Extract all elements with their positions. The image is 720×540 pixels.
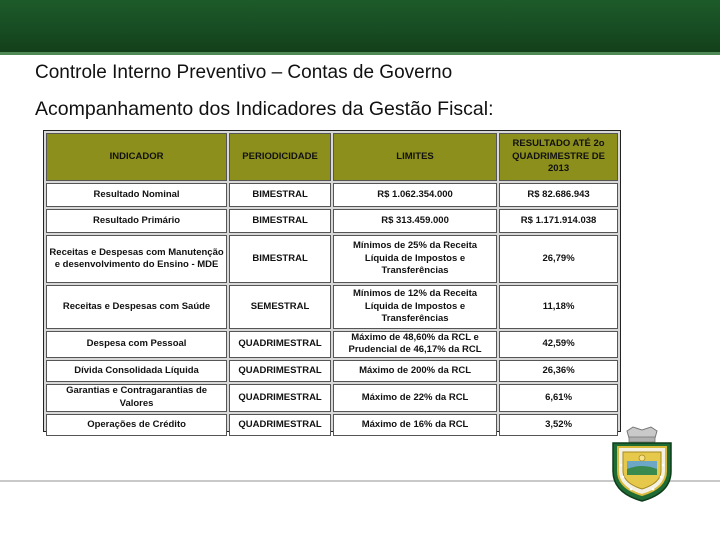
cell-indicador: Despesa com Pessoal — [46, 331, 227, 358]
cell-indicador: Resultado Primário — [46, 209, 227, 233]
cell-limites: Máximo de 48,60% da RCL e Prudencial de 46,17% da RCL — [333, 331, 497, 358]
cell-resultado: 3,52% — [499, 414, 618, 436]
cell-periodicidade: BIMESTRAL — [229, 235, 331, 283]
slide-title: Controle Interno Preventivo – Contas de Governo — [35, 62, 453, 83]
header-bar — [0, 0, 720, 52]
cell-periodicidade: QUADRIMESTRAL — [229, 331, 331, 358]
cell-limites: Mínimos de 25% da Receita Líquida de Impostos e Transferências — [333, 235, 497, 283]
header-indicador: INDICADOR — [46, 133, 227, 181]
state-coat-of-arms-icon — [607, 425, 677, 503]
cell-indicador: Receitas e Despesas com Saúde — [46, 285, 227, 329]
table-row — [46, 235, 618, 283]
cell-indicador: Receitas e Despesas com Manutenção e desenvolvimento do Ensino - MDE — [46, 235, 227, 283]
cell-resultado: 6,61% — [499, 384, 618, 412]
table-row — [46, 360, 618, 382]
table-row — [46, 331, 618, 358]
cell-periodicidade: QUADRIMESTRAL — [229, 360, 331, 382]
cell-periodicidade: BIMESTRAL — [229, 209, 331, 233]
header-resultado: RESULTADO ATÉ 2o QUADRIMESTRE DE 2013 — [499, 133, 618, 181]
table-header-row — [46, 133, 618, 181]
cell-indicador: Garantias e Contragarantias de Valores — [46, 384, 227, 412]
cell-resultado: R$ 82.686.943 — [499, 183, 618, 207]
cell-indicador: Operações de Crédito — [46, 414, 227, 436]
table-row — [46, 384, 618, 412]
indicators-table-container — [43, 130, 621, 432]
cell-periodicidade: QUADRIMESTRAL — [229, 414, 331, 436]
cell-resultado: 42,59% — [499, 331, 618, 358]
cell-resultado: 26,79% — [499, 235, 618, 283]
table-row — [46, 285, 618, 329]
cell-periodicidade: SEMESTRAL — [229, 285, 331, 329]
header-divider — [0, 52, 720, 55]
table-row — [46, 183, 618, 207]
cell-limites: R$ 313.459.000 — [333, 209, 497, 233]
cell-limites: Máximo de 22% da RCL — [333, 384, 497, 412]
header-limites: LIMITES — [333, 133, 497, 181]
cell-limites: Máximo de 16% da RCL — [333, 414, 497, 436]
cell-indicador: Dívida Consolidada Líquida — [46, 360, 227, 382]
cell-limites: R$ 1.062.354.000 — [333, 183, 497, 207]
cell-resultado: 26,36% — [499, 360, 618, 382]
cell-resultado: R$ 1.171.914.038 — [499, 209, 618, 233]
header-periodicidade: PERIODICIDADE — [229, 133, 331, 181]
cell-indicador: Resultado Nominal — [46, 183, 227, 207]
cell-periodicidade: QUADRIMESTRAL — [229, 384, 331, 412]
cell-periodicidade: BIMESTRAL — [229, 183, 331, 207]
cell-limites: Máximo de 200% da RCL — [333, 360, 497, 382]
table-row — [46, 414, 618, 436]
cell-resultado: 11,18% — [499, 285, 618, 329]
cell-limites: Mínimos de 12% da Receita Líquida de Impostos e Transferências — [333, 285, 497, 329]
table-row — [46, 209, 618, 233]
slide-subtitle: Acompanhamento dos Indicadores da Gestão Fiscal: — [35, 98, 494, 120]
indicators-table — [44, 131, 620, 438]
